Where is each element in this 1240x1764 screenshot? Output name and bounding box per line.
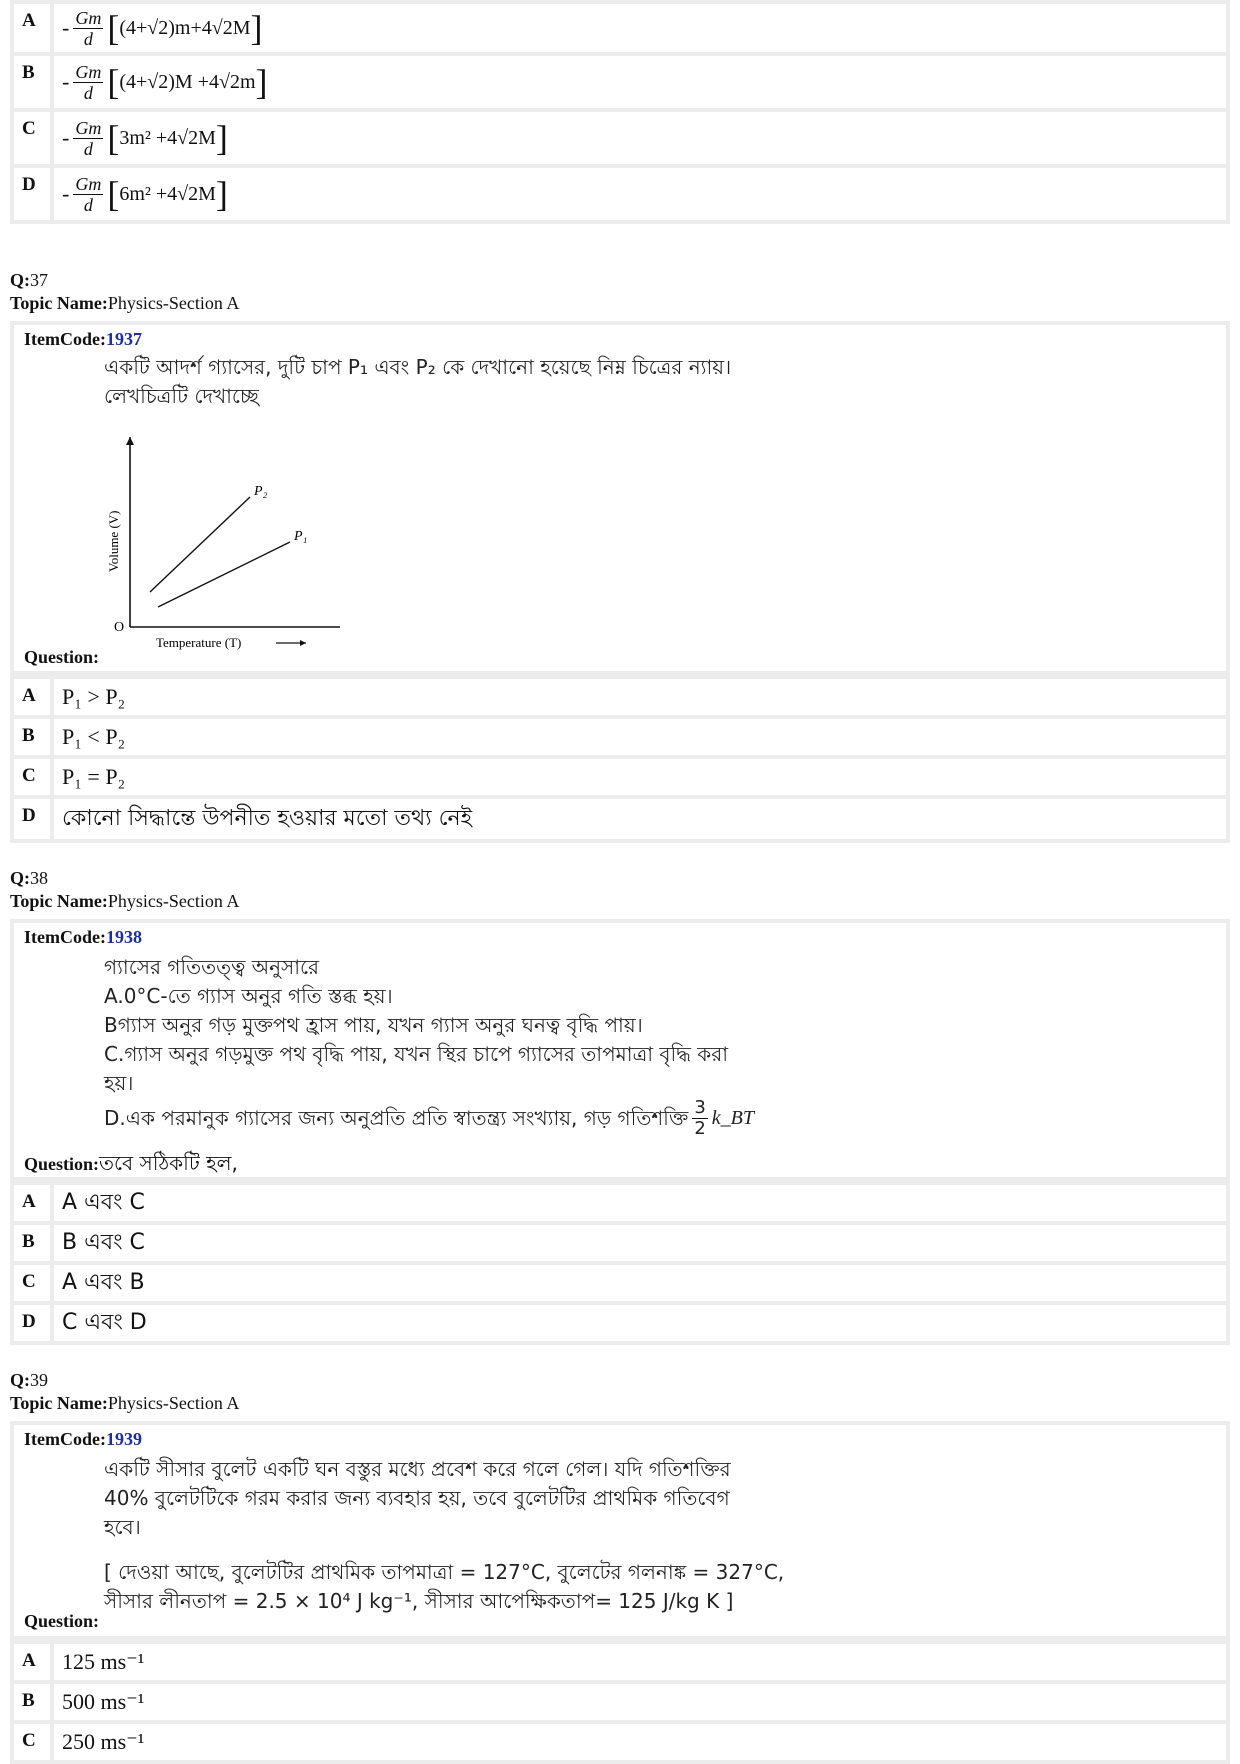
q37-topic: Topic Name:Physics-Section A bbox=[10, 293, 240, 313]
q39-options bbox=[10, 1636, 1230, 1764]
option-letter: C bbox=[22, 118, 36, 139]
option-text: C এবং D bbox=[62, 1309, 147, 1335]
q39-option-c[interactable]: C 250 ms⁻¹ bbox=[14, 1724, 1226, 1760]
q37-option-a[interactable]: A P₁ > P₂ bbox=[14, 679, 1226, 715]
option-text: P₁ < P₂ bbox=[62, 724, 126, 749]
q38-item-box bbox=[10, 919, 1230, 1181]
p2-label: P₂ bbox=[254, 484, 268, 499]
q36-option-c[interactable]: C - $\frac{Gm}{d}$ [ 3m² +4√2M ] bbox=[14, 112, 1226, 164]
origin-label: O bbox=[114, 620, 125, 635]
q37-number: Q:37 bbox=[10, 270, 48, 290]
q38-option-d[interactable]: D C এবং D bbox=[14, 1305, 1226, 1341]
q37-option-b[interactable]: B P₁ < P₂ bbox=[14, 719, 1226, 755]
option-expression: (4+√2)M +4√2m bbox=[119, 70, 256, 93]
q39-number: Q:39 bbox=[10, 1370, 48, 1390]
q39-option-a[interactable]: A 125 ms⁻¹ bbox=[14, 1644, 1226, 1680]
option-text: 250 ms⁻¹ bbox=[62, 1729, 145, 1754]
option-letter: D bbox=[22, 174, 36, 195]
q37-item-box bbox=[10, 321, 1230, 675]
option-text: A এবং C bbox=[62, 1189, 145, 1215]
option-expression: 6m² +4√2M bbox=[119, 182, 216, 205]
option-text: A এবং B bbox=[62, 1269, 145, 1295]
option-text: 500 ms⁻¹ bbox=[62, 1689, 145, 1714]
item-code: ItemCode:1937 bbox=[24, 329, 142, 349]
q37-stem: একটি আদর্শ গ্যাসের, দুটি চাপ P₁ এবং P₂ কে দেখানো হয়েছে নিম্ন চিত্রের ন্যায়। লেখচিত্রটি দেখাচ্ছে bbox=[104, 355, 732, 408]
question-label: Question:তবে সঠিকটি হল, bbox=[24, 1151, 238, 1175]
q38-stem: গ্যাসের গতিতত্ত্ব অনুসারে A.0°C-তে গ্যাস অনুর গতি স্তব্ধ হয়। Bগ্যাস অনুর গড় মুক্তপথ হ্রাস পায়, যখন গ্যাস অনুর ঘনত্ব বৃদ্ধি পায়। C.গ্যাস অনুর গড়মুক্ত পথ বৃদ্ধি পায়, যখন স্থির চাপে গ্যাসের তাপমাত্রা বৃদ্ধি করা হয়। D.এক পরমানুক গ্যাসের জন্য অনুপ্রতি প্রতি স্বাতন্ত্র্য সংখ্যায়, গড় গতিশক্তি $\frac{3}{2}$ k_BT bbox=[104, 955, 754, 1139]
p1-label: P₁ bbox=[294, 529, 308, 544]
q39-option-b[interactable]: B 500 ms⁻¹ bbox=[14, 1684, 1226, 1720]
q38-option-b[interactable]: B B এবং C bbox=[14, 1225, 1226, 1261]
y-axis-arrow-icon bbox=[126, 437, 134, 445]
option-text: B এবং C bbox=[62, 1229, 145, 1255]
q36-option-a[interactable]: A - $\frac{Gm}{d}$ [ (4+√2)m+4√2M ] bbox=[14, 4, 1226, 52]
q38-option-c[interactable]: C A এবং B bbox=[14, 1265, 1226, 1301]
q37-options bbox=[10, 671, 1230, 843]
q36-option-b[interactable]: B - $\frac{Gm}{d}$ [ (4+√2)M +4√2m ] bbox=[14, 56, 1226, 108]
y-axis-label: Volume (V) bbox=[106, 510, 121, 572]
item-code: ItemCode:1939 bbox=[24, 1429, 142, 1449]
q37-option-d[interactable]: D কোনো সিদ্ধান্তে উপনীত হওয়ার মতো তথ্য নেই bbox=[14, 799, 1226, 839]
item-code: ItemCode:1938 bbox=[24, 927, 142, 947]
option-expression: 3m² +4√2M bbox=[119, 126, 216, 149]
option-expression: (4+√2)m+4√2M bbox=[119, 16, 251, 39]
p1-line bbox=[158, 542, 290, 607]
option-letter: A bbox=[22, 10, 36, 31]
q37-volume-temperature-graph bbox=[100, 437, 360, 657]
question-label: Question: bbox=[24, 647, 100, 667]
q37-option-c[interactable]: C P₁ = P₂ bbox=[14, 759, 1226, 795]
q39-item-box bbox=[10, 1421, 1230, 1640]
option-text: কোনো সিদ্ধান্তে উপনীত হওয়ার মতো তথ্য নেই bbox=[62, 805, 473, 831]
p2-line bbox=[150, 497, 250, 592]
option-text: P₁ > P₂ bbox=[62, 684, 126, 709]
x-axis-label: Temperature (T) bbox=[156, 635, 242, 650]
q38-topic: Topic Name:Physics-Section A bbox=[10, 891, 240, 911]
option-text: P₁ = P₂ bbox=[62, 764, 126, 789]
option-letter: B bbox=[22, 62, 35, 83]
q38-number: Q:38 bbox=[10, 868, 48, 888]
q36-option-d[interactable]: D - $\frac{Gm}{d}$ [ 6m² +4√2M ] bbox=[14, 168, 1226, 220]
x-axis-arrow-icon bbox=[300, 640, 306, 646]
q36-options bbox=[10, 0, 1230, 224]
q38-option-a[interactable]: A A এবং C bbox=[14, 1185, 1226, 1221]
option-text: 125 ms⁻¹ bbox=[62, 1649, 145, 1674]
q39-stem: একটি সীসার বুলেট একটি ঘন বস্তুর মধ্যে প্রবেশ করে গলে গেল। যদি গতিশক্তির 40% বুলেটটিকে গরম করার জন্য ব্যবহার হয়, তবে বুলেটটির প্রাথমিক গতিবেগ হবে। [ দেওয়া আছে, বুলেটটির প্রাথমিক তাপমাত্রা = 127°C, বুলেটের গলনাঙ্ক = 327°C, সীসার লীনতাপ = 2.5 × 10⁴ J kg⁻¹, সীসার আপেক্ষিকতাপ= 125 J/kg K ] bbox=[104, 1457, 785, 1613]
q38-options bbox=[10, 1177, 1230, 1345]
question-label: Question: bbox=[24, 1611, 100, 1631]
q39-topic: Topic Name:Physics-Section A bbox=[10, 1393, 240, 1413]
